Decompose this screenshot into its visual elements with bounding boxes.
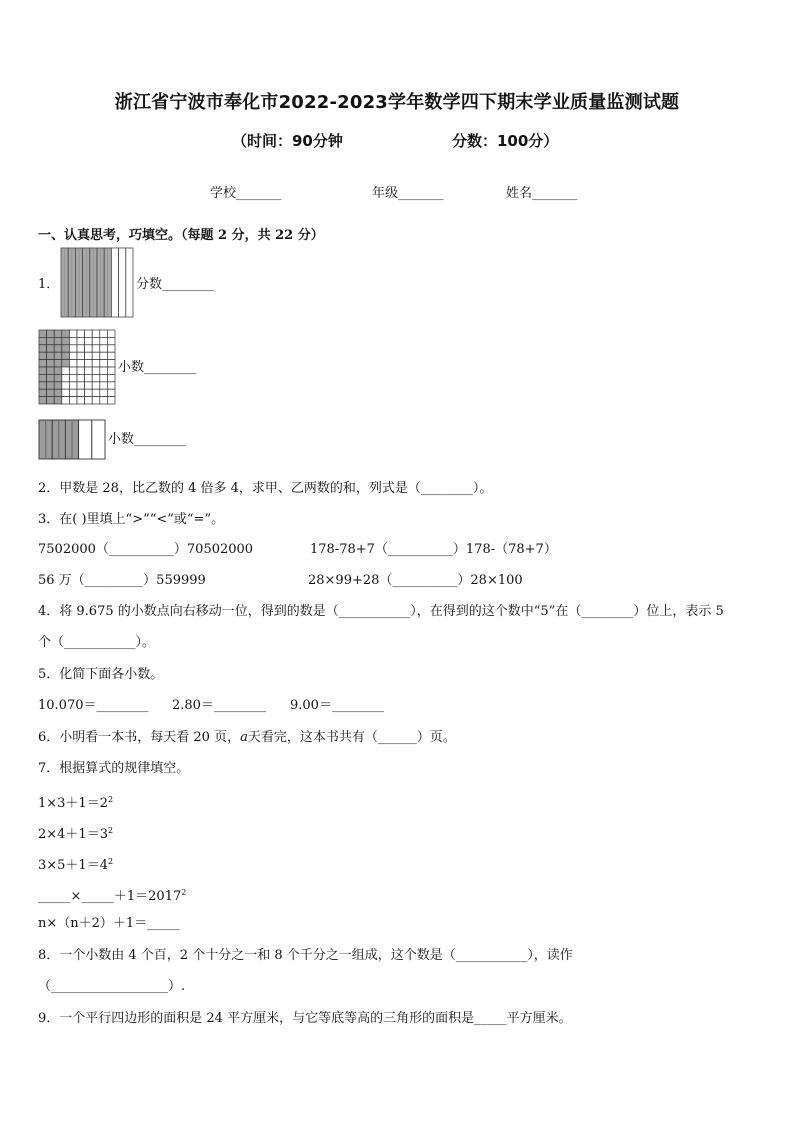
empty-square (69, 374, 77, 381)
q7-line-1 (38, 791, 113, 813)
shaded-square (47, 345, 55, 352)
shaded-square (54, 345, 62, 352)
empty-square (85, 337, 93, 344)
shaded-square (39, 337, 47, 344)
empty-square (100, 352, 108, 359)
empty-square (107, 345, 115, 352)
empty-column (92, 420, 105, 459)
q1-number: 1． (38, 277, 60, 292)
empty-square (92, 367, 100, 374)
empty-square (77, 389, 85, 396)
q5-item-b: 2.80＝________ (172, 698, 266, 713)
shaded-square (39, 352, 47, 359)
empty-square (77, 330, 85, 337)
shaded-square (39, 382, 47, 389)
empty-square (77, 397, 85, 404)
q7-line-3 (38, 853, 113, 875)
shaded-square (39, 345, 47, 352)
empty-square (77, 345, 85, 352)
empty-square (107, 367, 115, 374)
empty-square (69, 382, 77, 389)
shaded-square (54, 397, 62, 404)
empty-square (85, 345, 93, 352)
q7-exponent: 2 (181, 888, 187, 897)
fraction-figure (60, 247, 134, 318)
empty-square (92, 337, 100, 344)
empty-square (107, 397, 115, 404)
shaded-square (47, 389, 55, 396)
grade-field[interactable]: 年级_______ (372, 186, 444, 201)
q7-line-3-text: 3×5＋1＝4 (38, 858, 108, 873)
empty-square (77, 374, 85, 381)
empty-square (100, 397, 108, 404)
empty-square (62, 382, 70, 389)
empty-square (85, 397, 93, 404)
shaded-square (39, 330, 47, 337)
q6-variable: a (240, 730, 248, 745)
empty-square (62, 367, 70, 374)
empty-square (85, 374, 93, 381)
q7-line-4-text: _____×_____＋1＝2017 (38, 889, 182, 904)
empty-square (77, 367, 85, 374)
shaded-square (54, 374, 62, 381)
empty-square (69, 389, 77, 396)
shaded-square (47, 382, 55, 389)
shaded-square (54, 382, 62, 389)
shaded-square (54, 337, 62, 344)
empty-square (77, 360, 85, 367)
empty-square (69, 337, 77, 344)
shaded-square (39, 389, 47, 396)
empty-square (85, 360, 93, 367)
empty-square (100, 367, 108, 374)
school-field[interactable]: 学校_______ (210, 186, 282, 201)
empty-square (85, 389, 93, 396)
empty-square (92, 382, 100, 389)
empty-square (107, 382, 115, 389)
shaded-square (47, 352, 55, 359)
q8-text-line2: （__________________）. (38, 979, 186, 994)
empty-square (69, 360, 77, 367)
empty-square (92, 360, 100, 367)
q3-row2-a: 56 万（_________）559999 (38, 573, 206, 588)
q7-line-1-text: 1×3＋1＝2 (38, 796, 108, 811)
shaded-square (39, 360, 47, 367)
q2-text: 2．甲数是 28，比乙数的 4 倍多 4，求甲、乙两数的和，列式是（________）。 (38, 481, 493, 496)
shaded-square (39, 397, 47, 404)
q9-text: 9．一个平行四边形的面积是 24 平方厘米，与它等底等高的三角形的面积是_____平方厘米。 (38, 1011, 572, 1026)
shaded-square (54, 330, 62, 337)
q5-item-c: 9.00＝________ (290, 698, 384, 713)
q3-title: 3．在( )里填上“>”“<”或“=”。 (38, 512, 225, 527)
empty-square (69, 352, 77, 359)
q3-row2-b: 28×99+28（__________）28×100 (308, 573, 523, 588)
shaded-square (62, 360, 70, 367)
shaded-square (62, 345, 70, 352)
empty-square (85, 382, 93, 389)
shaded-square (62, 330, 70, 337)
name-field[interactable]: 姓名_______ (506, 186, 578, 201)
empty-square (62, 389, 70, 396)
empty-square (92, 330, 100, 337)
empty-square (107, 330, 115, 337)
section-heading: 一、认真思考，巧填空。（每题 2 分，共 22 分） (38, 228, 324, 243)
empty-square (92, 352, 100, 359)
shaded-square (62, 337, 70, 344)
empty-square (107, 389, 115, 396)
q7-line-2-text: 2×4＋1＝3 (38, 827, 108, 842)
q6-text (38, 729, 456, 747)
shaded-square (54, 360, 62, 367)
q5-item-a: 10.070＝________ (38, 698, 149, 713)
q4-text-line1: 4．将 9.675 的小数点向右移动一位，得到的数是（___________），在得到的这个数中“5”在（________）位上，表示 5 (38, 604, 724, 619)
empty-square (77, 382, 85, 389)
empty-square (100, 389, 108, 396)
shaded-square (54, 352, 62, 359)
empty-square (69, 345, 77, 352)
q7-title: 7．根据算式的规律填空。 (38, 761, 190, 776)
q7-line-5: n×（n＋2）＋1＝_____ (38, 916, 180, 931)
shaded-square (39, 374, 47, 381)
shaded-square (54, 389, 62, 396)
q3-row1-a: 7502000（__________）70502000 (38, 542, 254, 557)
empty-square (92, 397, 100, 404)
empty-square (85, 352, 93, 359)
empty-strip (119, 248, 126, 317)
q3-row1-b: 178-78+7（__________）178-（78+7） (310, 542, 557, 557)
q1-decimal-label-1: 小数________ (118, 360, 197, 375)
empty-square (107, 352, 115, 359)
empty-square (69, 367, 77, 374)
empty-square (100, 360, 108, 367)
q1-decimal-label-2: 小数________ (108, 432, 187, 447)
q1-fraction-label: 分数________ (136, 277, 215, 292)
empty-strip (111, 248, 118, 317)
page-title: 浙江省宁波市奉化市2022-2023学年数学四下期末学业质量监测试题 (114, 92, 680, 113)
shaded-square (47, 397, 55, 404)
empty-column (79, 420, 92, 459)
hundred-grid-figure (38, 329, 116, 405)
empty-square (92, 374, 100, 381)
empty-square (100, 337, 108, 344)
shaded-square (47, 360, 55, 367)
empty-square (85, 367, 93, 374)
empty-square (62, 397, 70, 404)
empty-square (100, 345, 108, 352)
q4-text-line2: 个（___________）。 (38, 635, 156, 650)
empty-square (107, 337, 115, 344)
q6-text-post: 天看完，这本书共有（______）页。 (247, 730, 456, 745)
shaded-square (47, 374, 55, 381)
empty-square (85, 330, 93, 337)
empty-strip (126, 248, 133, 317)
empty-square (77, 337, 85, 344)
empty-square (92, 345, 100, 352)
decimal-bar-figure (38, 419, 106, 460)
shaded-square (54, 367, 62, 374)
shaded-square (62, 352, 70, 359)
shaded-square (39, 367, 47, 374)
q7-line-2 (38, 822, 113, 844)
q7-exponent: 2 (107, 826, 114, 835)
shaded-square (47, 330, 55, 337)
q5-title: 5．化简下面各小数。 (38, 667, 164, 682)
q7-line-4 (38, 884, 186, 906)
empty-square (100, 382, 108, 389)
exam-time: （时间：90分钟 (232, 132, 343, 150)
empty-square (92, 389, 100, 396)
exam-score: 分数：100分） (452, 132, 559, 150)
shaded-square (47, 337, 55, 344)
q7-exponent: 2 (107, 795, 114, 804)
empty-square (62, 374, 70, 381)
empty-square (107, 374, 115, 381)
q8-text-line1: 8．一个小数由 4 个百，2 个十分之一和 8 个千分之一组成，这个数是（___________），读作 (38, 948, 573, 963)
q7-exponent: 2 (107, 857, 114, 866)
empty-square (69, 330, 77, 337)
shaded-square (47, 367, 55, 374)
empty-square (107, 360, 115, 367)
empty-square (100, 330, 108, 337)
q6-text-pre: 6．小明看一本书，每天看 20 页， (38, 730, 241, 745)
empty-square (100, 374, 108, 381)
empty-square (69, 397, 77, 404)
empty-square (77, 352, 85, 359)
